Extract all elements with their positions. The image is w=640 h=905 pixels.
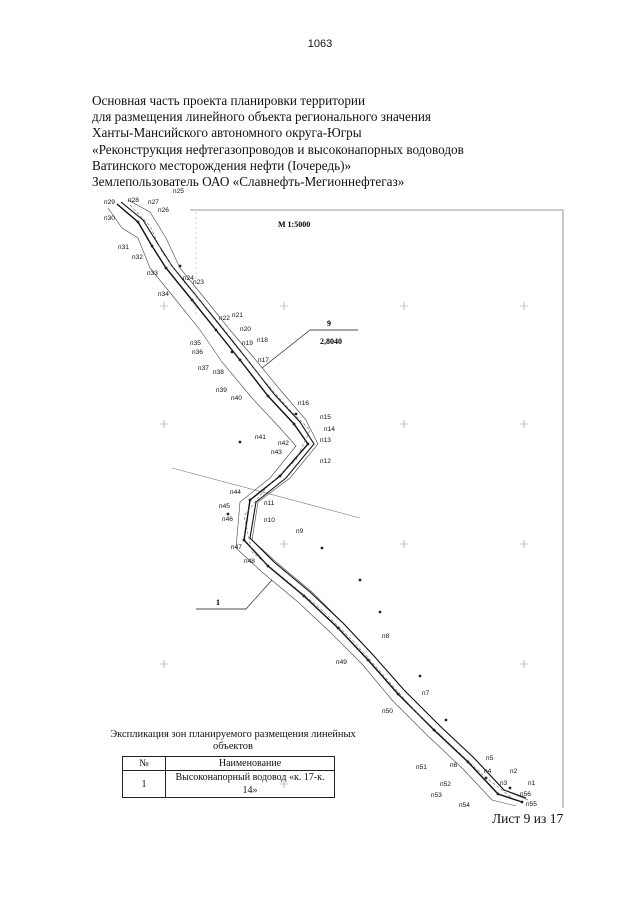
- survey-dot: [249, 499, 252, 502]
- point-label: п7: [422, 690, 430, 697]
- survey-dot: [397, 693, 400, 696]
- survey-dot: [467, 761, 470, 764]
- grid-cross: [160, 420, 168, 428]
- point-label: п6: [450, 762, 458, 769]
- point-label: п37: [198, 365, 209, 372]
- point-label: п23: [193, 279, 204, 286]
- legend-title-cont: объектов: [212, 741, 254, 752]
- point-label: п25: [173, 188, 184, 195]
- grid-cross: [160, 302, 168, 310]
- point-label: п8: [382, 633, 390, 640]
- legend-col-name: Наименование: [166, 757, 335, 771]
- point-label: п17: [258, 357, 269, 364]
- pipeline-line: [117, 204, 522, 802]
- point-label: п49: [336, 659, 347, 666]
- header-line: Ватинского месторождения нефти (Iочередь)»: [92, 157, 352, 173]
- survey-dot: [179, 265, 182, 268]
- point-label: п41: [255, 434, 266, 441]
- survey-dot: [485, 777, 488, 780]
- callout-1-number: 1: [216, 598, 220, 607]
- legend-row-name: Высоконапорный водовод «к. 17-к. 14»: [166, 771, 335, 798]
- legend-row-num: 1: [123, 771, 166, 798]
- map-scale: М 1:5000: [278, 220, 311, 229]
- legend-title: Экспликация зон планируемого размещения линейных: [110, 729, 356, 740]
- survey-dot: [509, 787, 512, 790]
- point-label: п48: [244, 558, 255, 565]
- point-label: п47: [231, 544, 242, 551]
- zone-boundary-right: [128, 200, 528, 800]
- point-label: п56: [520, 791, 531, 798]
- point-label: п31: [118, 244, 129, 251]
- callout-9-value: 2,8040: [320, 337, 342, 346]
- point-label: п1: [528, 780, 536, 787]
- survey-dot: [239, 359, 242, 362]
- point-label: п12: [320, 458, 331, 465]
- survey-dot: [231, 351, 234, 354]
- point-labels: [104, 188, 537, 809]
- grid-cross: [520, 540, 528, 548]
- point-label: п42: [278, 440, 289, 447]
- point-label: п5: [486, 755, 494, 762]
- point-label: п53: [431, 792, 442, 799]
- point-label: п43: [271, 449, 282, 456]
- point-label: п55: [526, 801, 537, 808]
- point-label: п26: [158, 207, 169, 214]
- callout-9-leader: [262, 330, 310, 368]
- survey-dot: [337, 627, 340, 630]
- sheet-number: Лист 9 из 17: [492, 811, 564, 826]
- point-label: п45: [219, 503, 230, 510]
- point-label: п3: [500, 780, 508, 787]
- survey-dot: [165, 267, 168, 270]
- point-label: п27: [148, 199, 159, 206]
- survey-dot: [367, 659, 370, 662]
- survey-dot: [521, 801, 524, 804]
- point-label: п2: [510, 768, 518, 775]
- header-line: Ханты-Мансийского автономного округа-Югры: [92, 125, 362, 141]
- point-label: п51: [416, 764, 427, 771]
- legend-table: [122, 756, 335, 798]
- point-label: п46: [222, 516, 233, 523]
- survey-dot: [379, 611, 382, 614]
- survey-dot: [151, 245, 154, 248]
- grid-cross: [160, 660, 168, 668]
- point-label: п14: [324, 426, 335, 433]
- point-label: п24: [183, 275, 194, 282]
- point-label: п19: [242, 340, 253, 347]
- survey-dot: [359, 579, 362, 582]
- point-label: п30: [104, 215, 115, 222]
- survey-dot: [321, 547, 324, 550]
- grid-cross: [520, 302, 528, 310]
- survey-dot: [243, 539, 246, 542]
- point-label: п44: [230, 489, 241, 496]
- point-label: п4: [484, 768, 492, 775]
- page-number: 1063: [307, 38, 333, 50]
- survey-dot: [433, 729, 436, 732]
- grid-cross: [400, 302, 408, 310]
- point-label: п50: [382, 708, 393, 715]
- point-label: п34: [158, 291, 169, 298]
- header-line: для размещения линейного объекта регионального значения: [92, 109, 431, 125]
- point-label: п40: [231, 395, 242, 402]
- survey-dots: [137, 221, 524, 804]
- point-label: п28: [128, 197, 139, 204]
- grid-cross: [280, 540, 288, 548]
- grid-cross: [520, 660, 528, 668]
- point-label: п36: [192, 349, 203, 356]
- survey-dot: [293, 423, 296, 426]
- point-label: п54: [459, 802, 470, 809]
- grid-cross: [280, 302, 288, 310]
- survey-dot: [227, 513, 230, 516]
- survey-dot: [215, 329, 218, 332]
- point-label: п32: [132, 254, 143, 261]
- point-label: п52: [440, 781, 451, 788]
- survey-dot: [295, 413, 298, 416]
- survey-dot: [445, 719, 448, 722]
- survey-dot: [137, 221, 140, 224]
- point-label: п18: [257, 337, 268, 344]
- survey-dot: [279, 475, 282, 478]
- zone-boundary-left: [108, 208, 516, 806]
- point-label: п38: [213, 369, 224, 376]
- header-line: Основная часть проекта планировки территории: [92, 93, 366, 108]
- point-label: п11: [264, 500, 275, 507]
- point-label: п9: [296, 528, 304, 535]
- point-label: п16: [298, 400, 309, 407]
- survey-dot: [307, 443, 310, 446]
- legend-row: [123, 771, 335, 798]
- point-label: п13: [320, 437, 331, 444]
- point-label: п22: [219, 315, 230, 322]
- header-line: «Реконструкция нефтегазопроводов и высоконапорных водоводов: [92, 141, 464, 157]
- grid-cross: [400, 540, 408, 548]
- grid-cross: [400, 420, 408, 428]
- survey-dot: [267, 565, 270, 568]
- header-line: Землепользователь ОАО «Славнефть-Мегионнефтегаз»: [92, 174, 405, 190]
- pipeline-line: [121, 202, 526, 798]
- point-label: п10: [264, 517, 275, 524]
- point-label: п29: [104, 199, 115, 206]
- survey-dot: [419, 675, 422, 678]
- survey-dot: [303, 595, 306, 598]
- point-label: п39: [216, 387, 227, 394]
- point-label: п15: [320, 414, 331, 421]
- survey-dot: [497, 793, 500, 796]
- reference-line: [172, 468, 360, 518]
- callout-1-leader: [246, 580, 272, 609]
- grid-cross: [520, 420, 528, 428]
- survey-dot: [267, 395, 270, 398]
- point-label: п20: [240, 326, 251, 333]
- legend: [88, 729, 378, 798]
- point-label: п33: [147, 270, 158, 277]
- point-label: п35: [190, 340, 201, 347]
- survey-dot: [191, 299, 194, 302]
- callout-9-number: 9: [327, 319, 331, 328]
- legend-header-row: [123, 757, 335, 771]
- survey-dot: [239, 441, 242, 444]
- legend-col-num: №: [123, 757, 166, 771]
- point-label: п21: [232, 312, 243, 319]
